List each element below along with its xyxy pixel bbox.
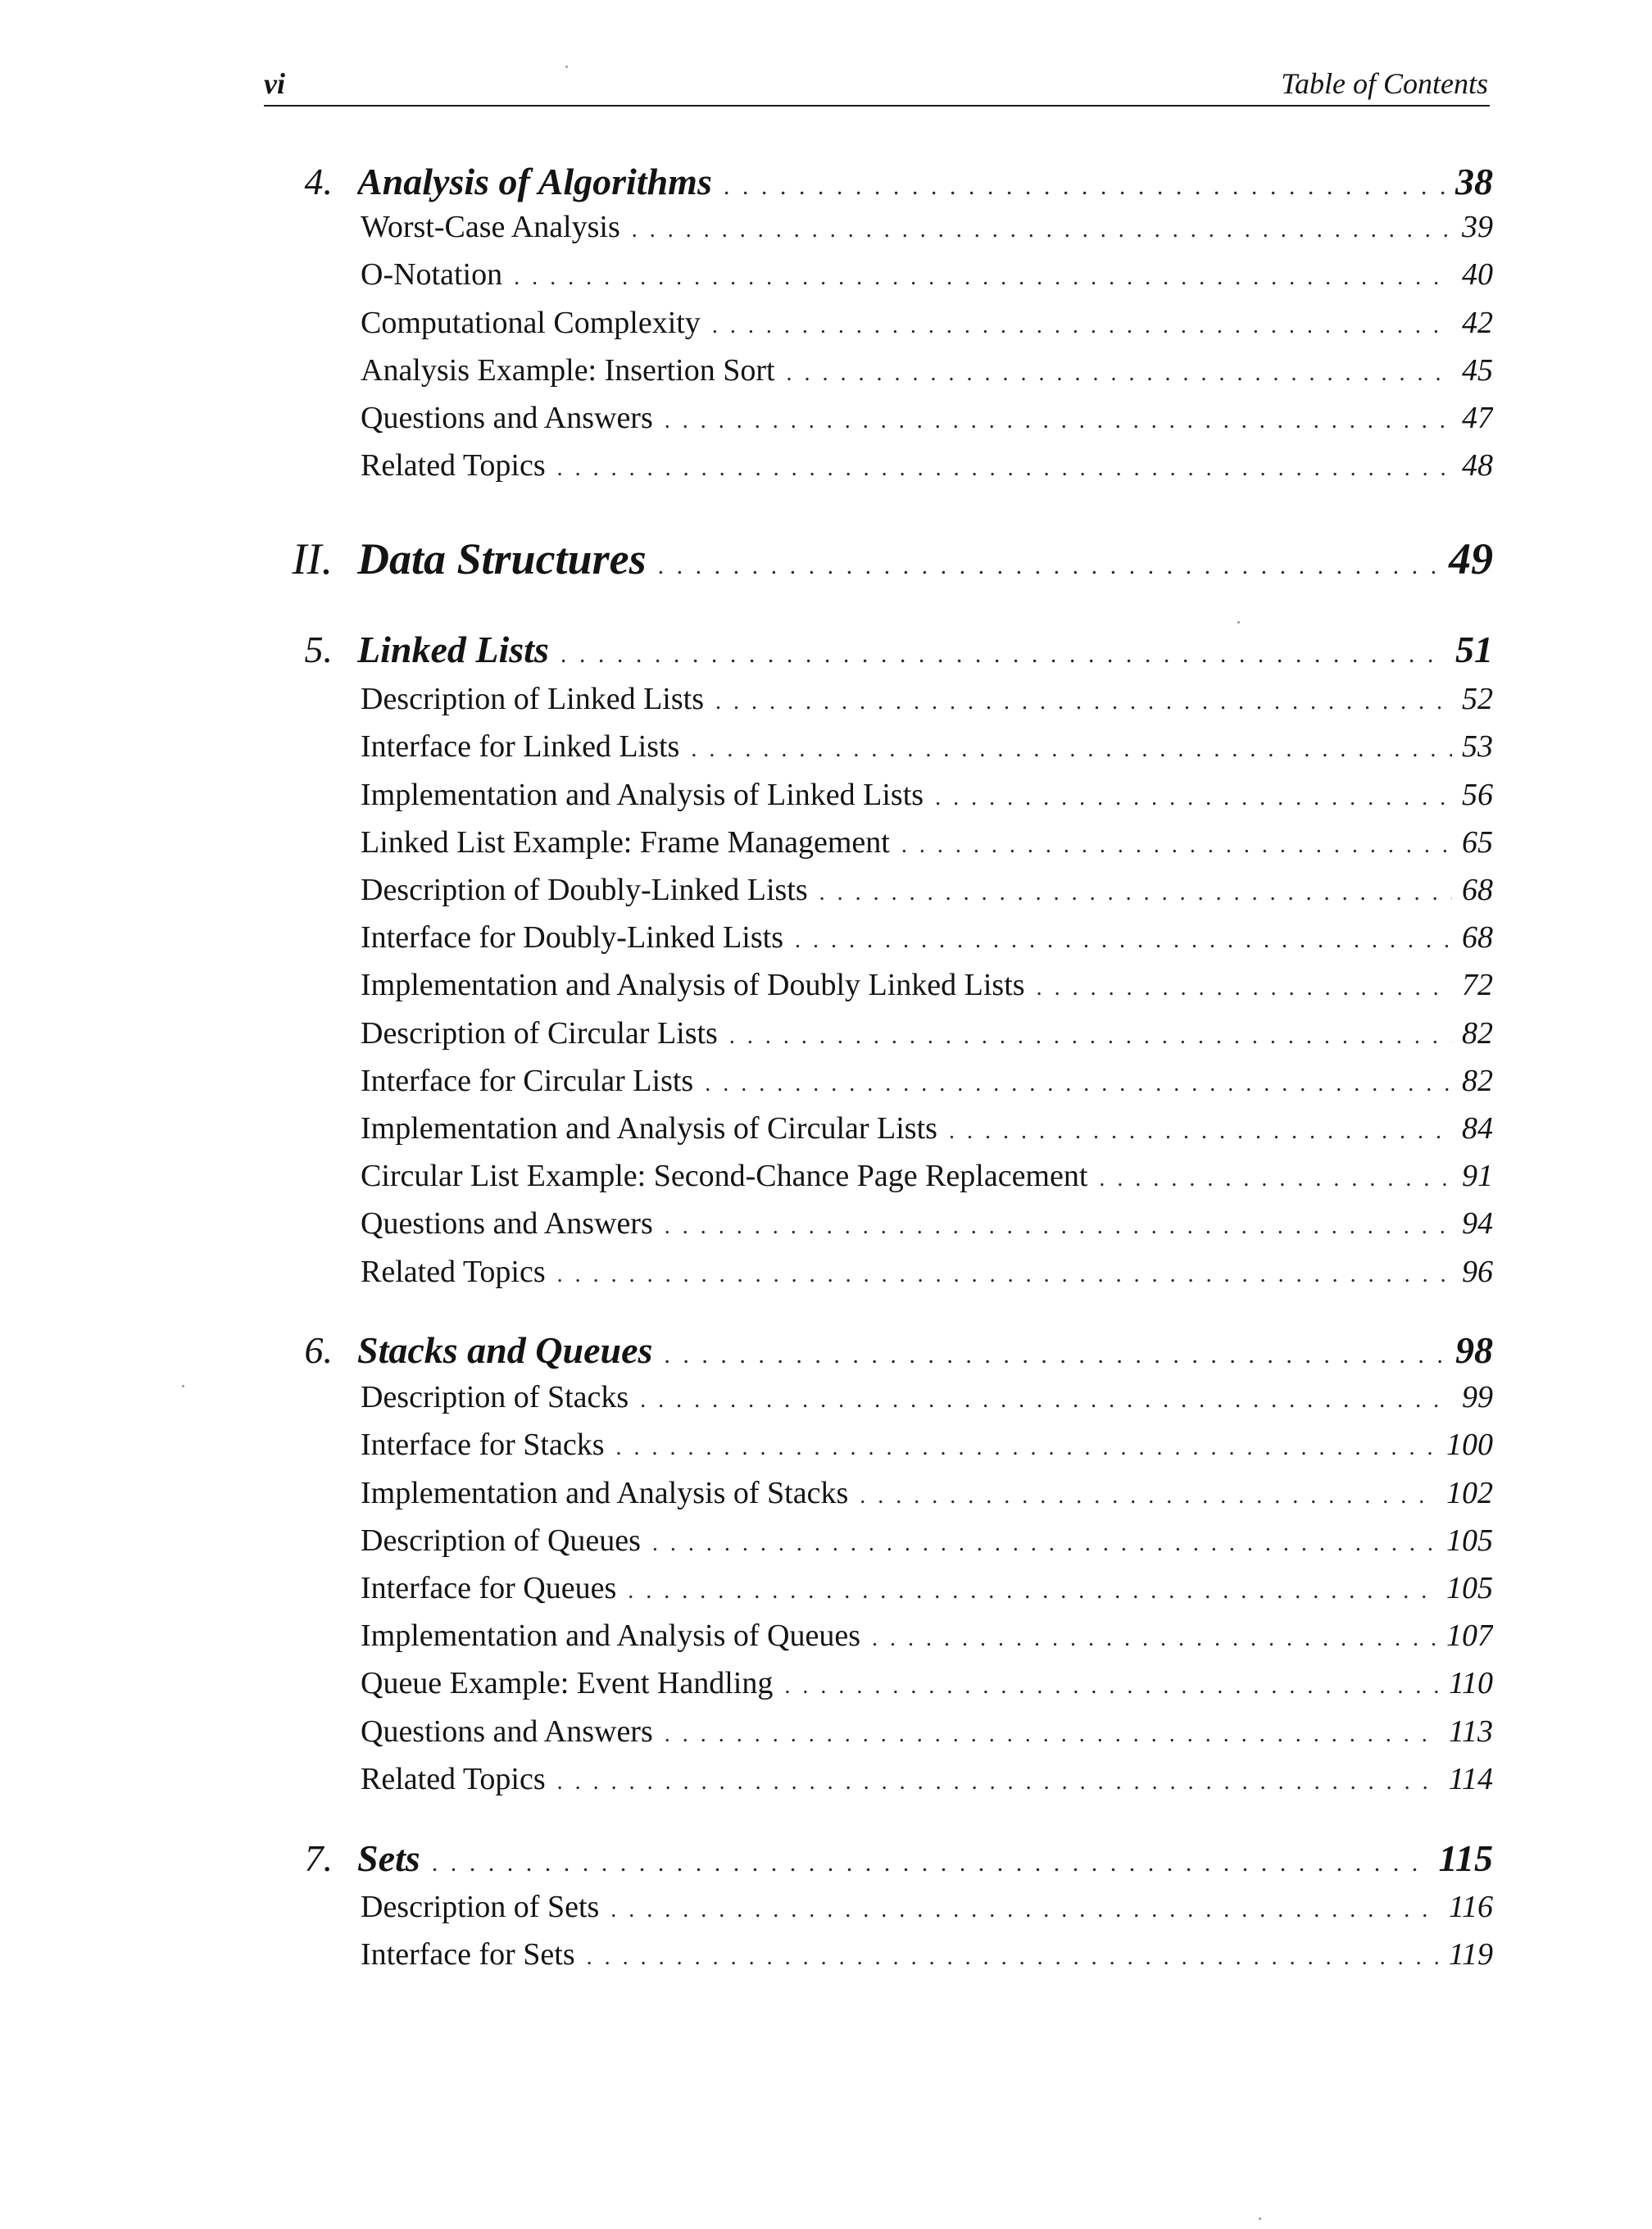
- entry-page: 68: [1462, 920, 1493, 955]
- entry-title: Questions and Answers: [361, 1714, 653, 1749]
- chapter-title: Analysis of Algorithms: [357, 161, 712, 202]
- page-number-label: vi: [264, 67, 285, 100]
- dot-leader: [628, 1571, 1436, 1612]
- entry-title: Description of Sets: [361, 1890, 600, 1924]
- entry-page: 42: [1462, 306, 1493, 340]
- dot-leader: [712, 306, 1452, 347]
- dot-leader: [1037, 968, 1452, 1009]
- entry-title: Questions and Answers: [361, 1206, 653, 1241]
- dot-leader: [664, 1332, 1446, 1378]
- entry-page: 45: [1462, 353, 1493, 388]
- entry-page: 39: [1462, 210, 1493, 244]
- entry-page: 119: [1448, 1937, 1493, 1972]
- dot-leader: [860, 1476, 1436, 1517]
- entry-title: Related Topics: [361, 448, 546, 483]
- chapter-page: 98: [1455, 1329, 1493, 1371]
- part-number: II.: [292, 534, 333, 583]
- dot-leader: [514, 257, 1452, 298]
- chapter-page: 38: [1455, 161, 1493, 202]
- dot-leader: [872, 1618, 1436, 1659]
- chapter-number: 7.: [304, 1837, 333, 1879]
- entry-page: 110: [1448, 1666, 1493, 1700]
- entry-page: 100: [1446, 1428, 1493, 1462]
- entry-page: 56: [1462, 778, 1493, 812]
- dot-leader: [715, 682, 1452, 723]
- entry-page: 47: [1462, 401, 1493, 435]
- dot-leader: [901, 825, 1452, 866]
- dot-leader: [665, 1714, 1439, 1755]
- entry-title: Description of Doubly-Linked Lists: [361, 873, 808, 907]
- dot-leader: [557, 1255, 1452, 1296]
- entry-page: 40: [1462, 257, 1493, 292]
- entry-title: Description of Linked Lists: [361, 682, 704, 716]
- part-page: 49: [1449, 534, 1493, 583]
- entry-page: 84: [1462, 1111, 1493, 1146]
- entry-title: Description of Circular Lists: [361, 1016, 718, 1051]
- chapter-page: 115: [1438, 1837, 1493, 1879]
- chapter-title: Linked Lists: [357, 629, 549, 670]
- dot-leader: [724, 164, 1446, 210]
- entry-title: Interface for Stacks: [361, 1428, 605, 1462]
- dot-leader: [787, 353, 1452, 394]
- entry-page: 82: [1462, 1064, 1493, 1098]
- dot-leader: [705, 1064, 1452, 1105]
- dot-leader: [819, 873, 1452, 914]
- dot-leader: [784, 1666, 1438, 1707]
- entry-title: Interface for Linked Lists: [361, 729, 680, 764]
- entry-title: Implementation and Analysis of Circular Lists: [361, 1111, 937, 1146]
- dot-leader: [658, 540, 1439, 592]
- entry-title: Interface for Circular Lists: [361, 1064, 694, 1098]
- dot-leader: [632, 210, 1452, 251]
- chapter-title: Sets: [357, 1837, 420, 1879]
- entry-title: Analysis Example: Insertion Sort: [361, 353, 775, 388]
- dot-leader: [1099, 1159, 1452, 1200]
- entry-page: 105: [1446, 1523, 1493, 1558]
- scan-speck: [182, 1385, 184, 1387]
- entry-title: Questions and Answers: [361, 401, 653, 435]
- entry-title: Computational Complexity: [361, 306, 701, 340]
- dot-leader: [935, 778, 1452, 819]
- dot-leader: [560, 632, 1446, 678]
- entry-title: Description of Queues: [361, 1523, 641, 1558]
- entry-page: 53: [1462, 729, 1493, 764]
- entry-page: 48: [1462, 448, 1493, 483]
- dot-leader: [610, 1890, 1439, 1931]
- entry-title: Interface for Sets: [361, 1937, 575, 1972]
- entry-title: Description of Stacks: [361, 1380, 629, 1414]
- entry-title: Linked List Example: Frame Management: [361, 825, 890, 860]
- dot-leader: [652, 1523, 1436, 1564]
- scan-speck: [1259, 2218, 1261, 2220]
- entry-page: 105: [1446, 1571, 1493, 1605]
- entry-page: 82: [1462, 1016, 1493, 1051]
- dot-leader: [691, 729, 1452, 770]
- entry-page: 52: [1462, 682, 1493, 716]
- running-title: Table of Contents: [1281, 67, 1488, 100]
- entry-title: Implementation and Analysis of Queues: [361, 1618, 860, 1653]
- entry-title: Related Topics: [361, 1762, 546, 1796]
- dot-leader: [665, 1206, 1452, 1247]
- dot-leader: [729, 1016, 1452, 1057]
- chapter-page: 51: [1455, 629, 1493, 670]
- entry-page: 91: [1462, 1159, 1493, 1193]
- entry-page: 116: [1448, 1890, 1493, 1924]
- dot-leader: [665, 401, 1452, 442]
- chapter-number: 5.: [304, 629, 333, 670]
- entry-title: Worst-Case Analysis: [361, 210, 620, 244]
- entry-page: 114: [1448, 1762, 1493, 1796]
- dot-leader: [587, 1937, 1439, 1978]
- header-rule: [264, 105, 1490, 107]
- dot-leader: [795, 920, 1452, 961]
- dot-leader: [949, 1111, 1452, 1152]
- chapter-title: Stacks and Queues: [357, 1329, 653, 1371]
- entry-page: 65: [1462, 825, 1493, 860]
- entry-title: Interface for Doubly-Linked Lists: [361, 920, 783, 955]
- entry-title: Implementation and Analysis of Stacks: [361, 1476, 849, 1510]
- dot-leader: [557, 1762, 1439, 1803]
- entry-title: Queue Example: Event Handling: [361, 1666, 774, 1700]
- entry-page: 107: [1446, 1618, 1493, 1653]
- scan-speck: [1237, 621, 1240, 624]
- entry-title: Interface for Queues: [361, 1571, 617, 1605]
- entry-title: Circular List Example: Second-Chance Page Replacement: [361, 1159, 1088, 1193]
- entry-page: 113: [1448, 1714, 1493, 1749]
- part-title: Data Structures: [357, 534, 647, 583]
- entry-page: 94: [1462, 1206, 1493, 1241]
- entry-page: 68: [1462, 873, 1493, 907]
- entry-page: 96: [1462, 1255, 1493, 1289]
- dot-leader: [640, 1380, 1452, 1421]
- chapter-number: 4.: [304, 161, 333, 202]
- chapter-number: 6.: [304, 1329, 333, 1371]
- entry-title: Related Topics: [361, 1255, 546, 1289]
- entry-title: O-Notation: [361, 257, 503, 292]
- scan-speck: [565, 66, 568, 68]
- dot-leader: [557, 448, 1452, 489]
- entry-title: Implementation and Analysis of Linked Lists: [361, 778, 924, 812]
- entry-title: Implementation and Analysis of Doubly Linked Lists: [361, 968, 1025, 1002]
- entry-page: 99: [1462, 1380, 1493, 1414]
- dot-leader: [432, 1841, 1429, 1886]
- entry-page: 72: [1462, 968, 1493, 1002]
- entry-page: 102: [1446, 1476, 1493, 1510]
- dot-leader: [616, 1428, 1436, 1469]
